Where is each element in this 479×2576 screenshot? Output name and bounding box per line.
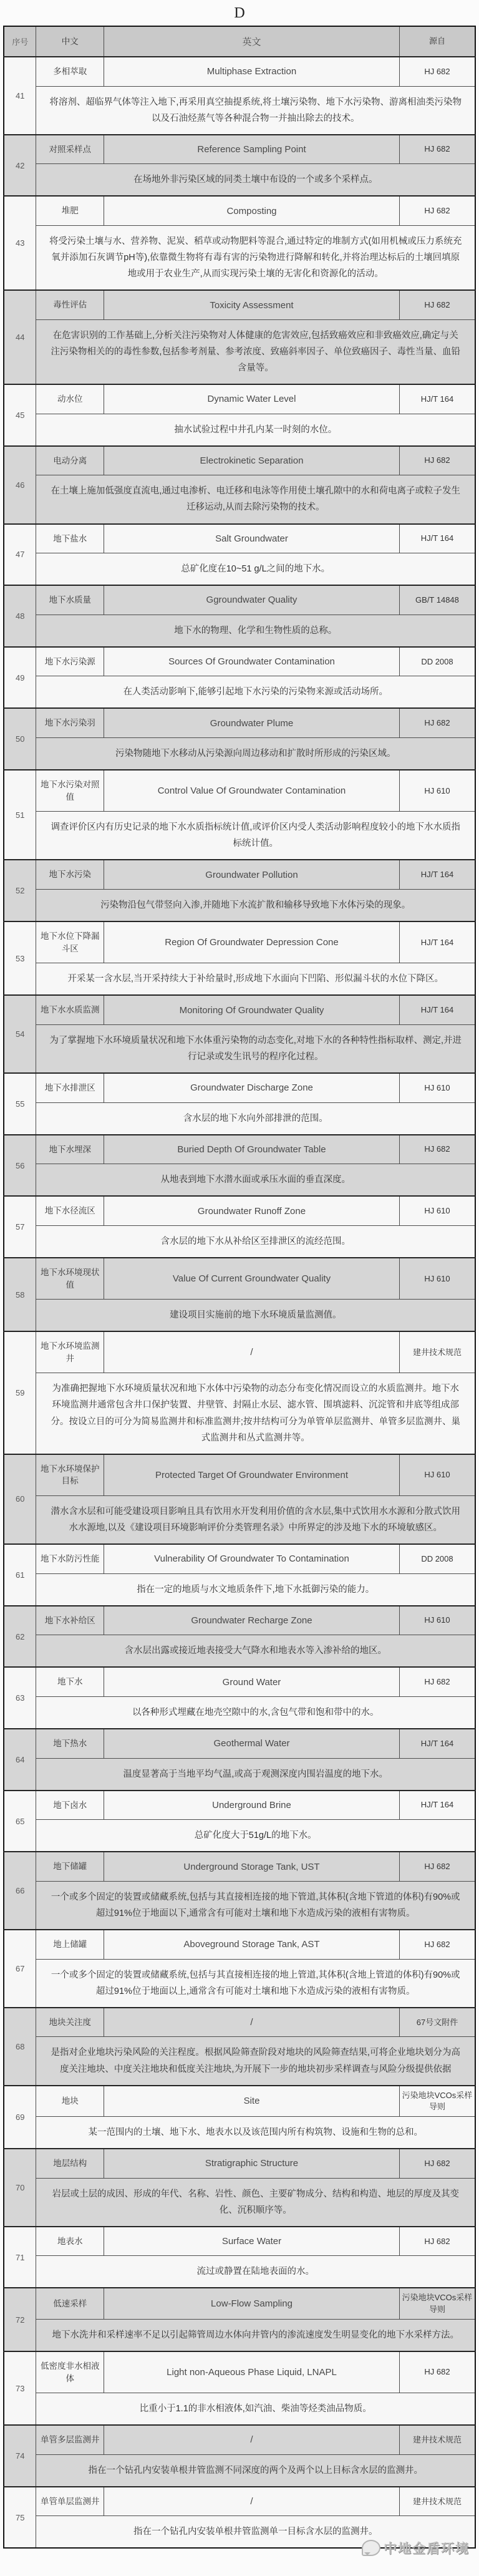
english-term: Groundwater Plume	[104, 708, 400, 737]
english-term: Protected Target Of Groundwater Environment	[104, 1454, 400, 1496]
row-number: 47	[4, 524, 36, 586]
definition-text: 在人类活动影响下,能够引起地下水污染的污染物来源或活动场所。	[36, 676, 475, 709]
english-term: Ggroundwater Quality	[104, 585, 400, 615]
chinese-term: 地下水污染羽	[36, 708, 104, 737]
table-row	[4, 585, 475, 615]
row-number: 70	[4, 2149, 36, 2227]
table-row	[4, 384, 475, 414]
table-row	[4, 1073, 475, 1102]
chinese-term: 地下水环境现状值	[36, 1258, 104, 1300]
table-row	[4, 1606, 475, 1635]
table-row-definition	[4, 2319, 475, 2351]
definition-text: 潜水含水层和可能受建设项目影响且具有饮用水开发利用价值的含水层,集中式饮用水水源和分散式饮用水水源地,以及《建设项目环境影响评价分类管理名录》中所界定的涉及地下水的环境敏感区。	[36, 1495, 475, 1544]
definition-text: 建设项目实施前的地下水环境质量监测值。	[36, 1300, 475, 1332]
table-row-definition	[4, 2178, 475, 2227]
definition-text: 含水层的地下水从补给区至排泄区的流经范围。	[36, 1225, 475, 1258]
table-row	[4, 1544, 475, 1573]
table-row-definition	[4, 225, 475, 290]
source-ref: HJ/T 164	[399, 921, 475, 963]
row-number: 54	[4, 995, 36, 1073]
table-row	[4, 2086, 475, 2117]
chinese-term: 地下水排泄区	[36, 1073, 104, 1102]
row-number: 58	[4, 1258, 36, 1331]
row-number: 57	[4, 1196, 36, 1258]
table-row-definition	[4, 164, 475, 197]
english-term: Underground Storage Tank, UST	[104, 1852, 400, 1881]
table-row-definition	[4, 414, 475, 446]
source-ref: HJ 682	[399, 2149, 475, 2178]
english-term: Site	[104, 2086, 400, 2117]
table-row-definition	[4, 2037, 475, 2086]
english-term: Underground Brine	[104, 1791, 400, 1820]
definition-text: 从地表到地下水潜水面或承压水面的垂直深度。	[36, 1164, 475, 1197]
chinese-term: 单管单层监测井	[36, 2487, 104, 2516]
table-row-definition	[4, 1164, 475, 1197]
table-row	[4, 135, 475, 164]
definition-text: 地下水的物理、化学和生物性质的总称。	[36, 615, 475, 647]
chinese-term: 低密度非水相液体	[36, 2351, 104, 2393]
source-ref: HJ 682	[399, 1135, 475, 1164]
row-number: 53	[4, 921, 36, 995]
row-number: 42	[4, 135, 36, 197]
table-row	[4, 196, 475, 225]
english-term: Multiphase Extraction	[104, 57, 400, 86]
table-row-definition	[4, 812, 475, 860]
definition-text: 指在一定的地质与水文地质条件下,地下水抵御污染的能力。	[36, 1573, 475, 1606]
table-row	[4, 770, 475, 812]
row-number: 56	[4, 1135, 36, 1197]
row-number: 62	[4, 1606, 36, 1668]
watermark	[3, 2539, 470, 2557]
row-number: 49	[4, 647, 36, 709]
source-ref: HJ 682	[399, 708, 475, 737]
row-number: 41	[4, 57, 36, 135]
source-ref: 建井技术规范	[399, 1331, 475, 1373]
definition-text: 以各种形式埋藏在地壳空隙中的水,含包气带和饱和带中的水。	[36, 1696, 475, 1729]
source-ref: 67号文附件	[399, 2008, 475, 2037]
source-ref: HJ 682	[399, 135, 475, 164]
column-header-english: 英文	[104, 26, 400, 57]
table-row	[4, 1196, 475, 1225]
table-row	[4, 524, 475, 553]
english-term: Light non-Aqueous Phase Liquid, LNAPL	[104, 2351, 400, 2393]
table-row	[4, 2425, 475, 2454]
table-row	[4, 1454, 475, 1496]
english-term: Salt Groundwater	[104, 524, 400, 553]
row-number: 64	[4, 1729, 36, 1791]
column-header-number: 序号	[4, 26, 36, 57]
source-ref: HJ 682	[399, 2227, 475, 2256]
chinese-term: 地下水环境保护目标	[36, 1454, 104, 1496]
definition-text: 在土壤上施加低强度直流电,通过电渗析、电迁移和电泳等作用使土壤孔隙中的水和荷电离子或粒子发生迁移运动,从而去除污染物的技术。	[36, 475, 475, 524]
english-term: Ground Water	[104, 1667, 400, 1696]
table-row	[4, 1729, 475, 1758]
source-ref: HJ/T 164	[399, 1791, 475, 1820]
source-ref: HJ 610	[399, 1454, 475, 1496]
english-term: Surface Water	[104, 2227, 400, 2256]
row-number: 68	[4, 2008, 36, 2086]
english-term: Buried Depth Of Groundwater Table	[104, 1135, 400, 1164]
english-term: Electrokinetic Separation	[104, 446, 400, 475]
table-row	[4, 1331, 475, 1373]
english-term: /	[104, 1331, 400, 1373]
table-row-definition	[4, 2256, 475, 2288]
table-row-definition	[4, 2393, 475, 2426]
table-row	[4, 647, 475, 676]
row-number: 55	[4, 1073, 36, 1135]
chinese-term: 地下水	[36, 1667, 104, 1696]
english-term: Dynamic Water Level	[104, 384, 400, 414]
source-ref: HJ 682	[399, 290, 475, 319]
table-row	[4, 2351, 475, 2393]
source-ref: HJ 610	[399, 1606, 475, 1635]
definition-text: 将受污染土壤与水、营养物、泥炭、稻草或动物肥料等混合,通过特定的堆制方式(如用机械或压力系统充氧并添加石灰调节pH等),依靠微生物将有毒有害的污染物进行降解和转化,并将治理达标后的土壤回填原地或用于农业生产,从而实现污染土壤的无害化和资源化的活动。	[36, 225, 475, 290]
table-row	[4, 1135, 475, 1164]
definition-text: 为了掌握地下水环境质量状况和地下水体重污染物的动态变化,对地下水的各种特性指标取样、测定,并进行记录或发生讯号的程序化过程。	[36, 1024, 475, 1073]
table-row	[4, 2288, 475, 2319]
chinese-term: 地表水	[36, 2227, 104, 2256]
table-row	[4, 2149, 475, 2178]
table-row-definition	[4, 1495, 475, 1544]
english-term: /	[104, 2425, 400, 2454]
source-ref: HJ 682	[399, 1852, 475, 1881]
english-term: Region Of Groundwater Depression Cone	[104, 921, 400, 963]
table-row	[4, 446, 475, 475]
row-number: 52	[4, 860, 36, 921]
source-ref: HJ 610	[399, 1258, 475, 1300]
table-row-definition	[4, 1573, 475, 1606]
column-header-source: 源自	[399, 26, 475, 57]
definition-text: 指在一个钻孔内安装单根井管监测单一目标含水层的监测井。	[36, 2516, 475, 2549]
row-number: 51	[4, 770, 36, 860]
row-number: 60	[4, 1454, 36, 1544]
source-ref: GB/T 14848	[399, 585, 475, 615]
chinese-term: 低速采样	[36, 2288, 104, 2319]
chinese-term: 地下水埋深	[36, 1135, 104, 1164]
source-ref: HJ 682	[399, 446, 475, 475]
definition-text: 一个或多个固定的装置或储藏系统,包括与其直接相连接的地下管道,其体积(含地下管道的体积)有90%或超过91%位于地面以下,通常含有可能对土壤和地下水造成污染的液相有害物质。	[36, 1881, 475, 1930]
chinese-term: 多相萃取	[36, 57, 104, 86]
english-term: Stratigraphic Structure	[104, 2149, 400, 2178]
definition-text: 某一范围内的土壤、地下水、地表水以及该范围内所有构筑物、设施和生物的总和。	[36, 2116, 475, 2149]
english-term: Control Value Of Groundwater Contamination	[104, 770, 400, 812]
english-term: Low-Flow Sampling	[104, 2288, 400, 2319]
row-number: 69	[4, 2086, 36, 2149]
table-row-definition	[4, 1820, 475, 1852]
english-term: Monitoring Of Groundwater Quality	[104, 995, 400, 1024]
english-term: Reference Sampling Point	[104, 135, 400, 164]
row-number: 63	[4, 1667, 36, 1729]
definition-text: 含水层的地下水向外部排泄的范围。	[36, 1102, 475, 1135]
definition-text: 总矿化度大于51g/L的地下水。	[36, 1820, 475, 1852]
source-ref: HJ 610	[399, 1196, 475, 1225]
row-number: 61	[4, 1544, 36, 1606]
table-row-definition	[4, 553, 475, 586]
definition-text: 流过或静置在陆地表面的水。	[36, 2256, 475, 2288]
table-row	[4, 1930, 475, 1959]
source-ref: HJ/T 164	[399, 995, 475, 1024]
table-row-definition	[4, 2454, 475, 2487]
english-term: Toxicity Assessment	[104, 290, 400, 319]
chinese-term: 电动分离	[36, 446, 104, 475]
english-term: Composting	[104, 196, 400, 225]
source-ref: 污染地块VCOs采样导则	[399, 2288, 475, 2319]
source-ref: HJ 682	[399, 2351, 475, 2393]
chinese-term: 对照采样点	[36, 135, 104, 164]
table-row	[4, 860, 475, 889]
chinese-term: 地下热水	[36, 1729, 104, 1758]
section-title: D	[234, 5, 245, 21]
source-ref: 建井技术规范	[399, 2425, 475, 2454]
table-row-definition	[4, 1024, 475, 1073]
row-number: 43	[4, 196, 36, 290]
chinese-term: 地下水径流区	[36, 1196, 104, 1225]
chinese-term: 地下水水质监测	[36, 995, 104, 1024]
source-ref: HJ/T 164	[399, 860, 475, 889]
english-term: Groundwater Discharge Zone	[104, 1073, 400, 1102]
chinese-term: 地下水环境监测井	[36, 1331, 104, 1373]
definition-text: 含水层出露或接近地表接受大气降水和地表水等入渗补给的地区。	[36, 1635, 475, 1668]
row-number: 59	[4, 1331, 36, 1454]
source-ref: HJ 610	[399, 770, 475, 812]
table-row-definition	[4, 86, 475, 135]
column-header-chinese: 中文	[36, 26, 104, 57]
row-number: 74	[4, 2425, 36, 2487]
table-row-definition	[4, 1102, 475, 1135]
definition-text: 地下水洗井和采样速率不足以引起筛管周边水体向井管内的渗流速度发生明显变化的地下水采样方法。	[36, 2319, 475, 2351]
definition-text: 调查评价区内有历史记录的地下水水质指标统计值,或评价区内受人类活动影响程度较小的地下水水质指标统计值。	[36, 812, 475, 860]
table-row-definition	[4, 1959, 475, 2008]
english-term: /	[104, 2487, 400, 2516]
chinese-term: 单管多层监测井	[36, 2425, 104, 2454]
table-row-definition	[4, 676, 475, 709]
row-number: 67	[4, 1930, 36, 2008]
table-row	[4, 2227, 475, 2256]
row-number: 50	[4, 708, 36, 770]
chinese-term: 地下卤水	[36, 1791, 104, 1820]
english-term: Groundwater Runoff Zone	[104, 1196, 400, 1225]
row-number: 65	[4, 1791, 36, 1852]
definition-text: 指在一个钻孔内安装单根井管监测不同深度的两个及两个以上目标含水层的监测井。	[36, 2454, 475, 2487]
source-ref: DD 2008	[399, 1544, 475, 1573]
source-ref: HJ 682	[399, 196, 475, 225]
glossary-body	[4, 57, 475, 2548]
source-ref: HJ 682	[399, 1930, 475, 1959]
english-term: Aboveground Storage Tank, AST	[104, 1930, 400, 1959]
table-row	[4, 1791, 475, 1820]
table-row	[4, 1667, 475, 1696]
table-row-definition	[4, 1300, 475, 1332]
chinese-term: 地层结构	[36, 2149, 104, 2178]
english-term: Vulnerability Of Groundwater To Contamination	[104, 1544, 400, 1573]
table-row-definition	[4, 1635, 475, 1668]
table-row	[4, 2487, 475, 2516]
english-term: Value Of Current Groundwater Quality	[104, 1258, 400, 1300]
definition-text: 开采某一含水层,当开采持续大于补给量时,形成地下水面向下凹陷、形似漏斗状的水位下降区。	[36, 963, 475, 996]
definition-text: 比重小于1.1的非水相液体,如汽油、柴油等烃类油品物质。	[36, 2393, 475, 2426]
chinese-term: 地下水防污性能	[36, 1544, 104, 1573]
row-number: 46	[4, 446, 36, 524]
row-number: 75	[4, 2487, 36, 2549]
chinese-term: 地下储罐	[36, 1852, 104, 1881]
definition-text: 为准确把握地下水环境质量状况和地下水体中污染物的动态分布变化情况而设立的水质监测井。地下水环境监测井通常包含井口保护装置、井壁管、封隔止水层、滤水管、围填滤料、沉淀管和井底等组成部分。按设立目的可分为简易监测井和标准监测井;按井结构可分为单管单层监测井、单管多层监测井、巢式监测井和丛式监测井等。	[36, 1373, 475, 1454]
table-row	[4, 995, 475, 1024]
chinese-term: 地下水质量	[36, 585, 104, 615]
chinese-term: 动水位	[36, 384, 104, 414]
definition-text: 一个或多个固定的装置或储藏系统,包括与其直接相连接的地上管道,其体积(含地上管道的体积)有90%或超过91%位于地面以上,通常含有可能对土壤和地下水造成污染的液相有害物质。	[36, 1959, 475, 2008]
definition-text: 污染物沿包气带竖向入渗,并随地下水流扩散和输移导致地下水体污染的现象。	[36, 890, 475, 922]
source-ref: DD 2008	[399, 647, 475, 676]
source-ref: HJ/T 164	[399, 524, 475, 553]
table-row-definition	[4, 1225, 475, 1258]
chinese-term: 地下水污染对照值	[36, 770, 104, 812]
row-number: 73	[4, 2351, 36, 2425]
glossary-header	[4, 26, 475, 57]
row-number: 66	[4, 1852, 36, 1930]
source-ref: HJ 682	[399, 1667, 475, 1696]
source-ref: HJ/T 164	[399, 384, 475, 414]
table-row-definition	[4, 2116, 475, 2149]
source-ref: HJ 610	[399, 1073, 475, 1102]
english-term: /	[104, 2008, 400, 2037]
chinese-term: 堆肥	[36, 196, 104, 225]
table-row	[4, 57, 475, 86]
table-row	[4, 921, 475, 963]
chinese-term: 地块	[36, 2086, 104, 2117]
table-row-definition	[4, 615, 475, 647]
english-term: Sources Of Groundwater Contamination	[104, 647, 400, 676]
row-number: 71	[4, 2227, 36, 2288]
row-number: 72	[4, 2288, 36, 2351]
source-ref: 建井技术规范	[399, 2487, 475, 2516]
chinese-term: 地下水位下降漏斗区	[36, 921, 104, 963]
chinese-term: 地下水补给区	[36, 1606, 104, 1635]
source-ref: 污染地块VCOs采样导则	[399, 2086, 475, 2117]
row-number: 44	[4, 290, 36, 384]
definition-text: 将溶剂、超临界气体等注入地下,再采用真空抽提系统,将土壤污染物、地下水污染物、游离相油类污染物以及石油烃蒸气等各种混合物一并抽出除去的技术。	[36, 86, 475, 135]
table-row-definition	[4, 475, 475, 524]
table-row	[4, 290, 475, 319]
table-row-definition	[4, 1373, 475, 1454]
table-row	[4, 1258, 475, 1300]
row-number: 48	[4, 585, 36, 647]
chinese-term: 地下水污染	[36, 860, 104, 889]
chinese-term: 地下盐水	[36, 524, 104, 553]
table-row-definition	[4, 319, 475, 384]
table-row	[4, 708, 475, 737]
table-row-definition	[4, 738, 475, 770]
chat-bubble-icon	[362, 2540, 380, 2556]
definition-text: 总矿化度在10~51 g/L之间的地下水。	[36, 553, 475, 586]
table-row-definition	[4, 890, 475, 922]
definition-text: 在场地外非污染区域的同类土壤中布设的一个或多个采样点。	[36, 164, 475, 197]
english-term: Geothermal Water	[104, 1729, 400, 1758]
definition-text: 是指对企业地块污染风险的关注程度。根据风险筛查阶段对地块的风险筛查结果,可将企业地块划分为高度关注地块、中度关注地块和低度关注地块,为开展下一步的地块初步采样调查与风险分级提供依据	[36, 2037, 475, 2086]
glossary-table	[3, 26, 476, 2549]
definition-text: 污染物随地下水移动从污染源向周边移动和扩散时所形成的污染区域。	[36, 738, 475, 770]
definition-text: 岩层或土层的成因、形成的年代、名称、岩性、颜色、主要矿物成分、结构和构造、地层的厚度及其变化、沉积顺序等。	[36, 2178, 475, 2227]
table-row-definition	[4, 1696, 475, 1729]
definition-text: 抽水试验过程中井孔内某一时刻的水位。	[36, 414, 475, 446]
table-row-definition	[4, 1881, 475, 1930]
chinese-term: 地上储罐	[36, 1930, 104, 1959]
definition-text: 在危害识别的工作基础上,分析关注污染物对人体健康的危害效应,包括致癌效应和非致癌效应,确定与关注污染物相关的的毒性参数,包括参考剂量、参考浓度、致癌斜率因子、单位致癌因子、毒性当量、血铅含量等。	[36, 319, 475, 384]
english-term: Groundwater Pollution	[104, 860, 400, 889]
chinese-term: 地下水污染源	[36, 647, 104, 676]
table-row	[4, 2008, 475, 2037]
table-row	[4, 1852, 475, 1881]
table-row-definition	[4, 963, 475, 996]
english-term: Groundwater Recharge Zone	[104, 1606, 400, 1635]
source-ref: HJ 682	[399, 57, 475, 86]
definition-text: 温度显著高于当地平均气温,或高于观测深度内围岩温度的地下水。	[36, 1758, 475, 1791]
chinese-term: 地块关注度	[36, 2008, 104, 2037]
source-ref: HJ/T 164	[399, 1729, 475, 1758]
chinese-term: 毒性评估	[36, 290, 104, 319]
table-row-definition	[4, 1758, 475, 1791]
watermark-text: 中地金盾环境	[384, 2542, 470, 2557]
row-number: 45	[4, 384, 36, 446]
